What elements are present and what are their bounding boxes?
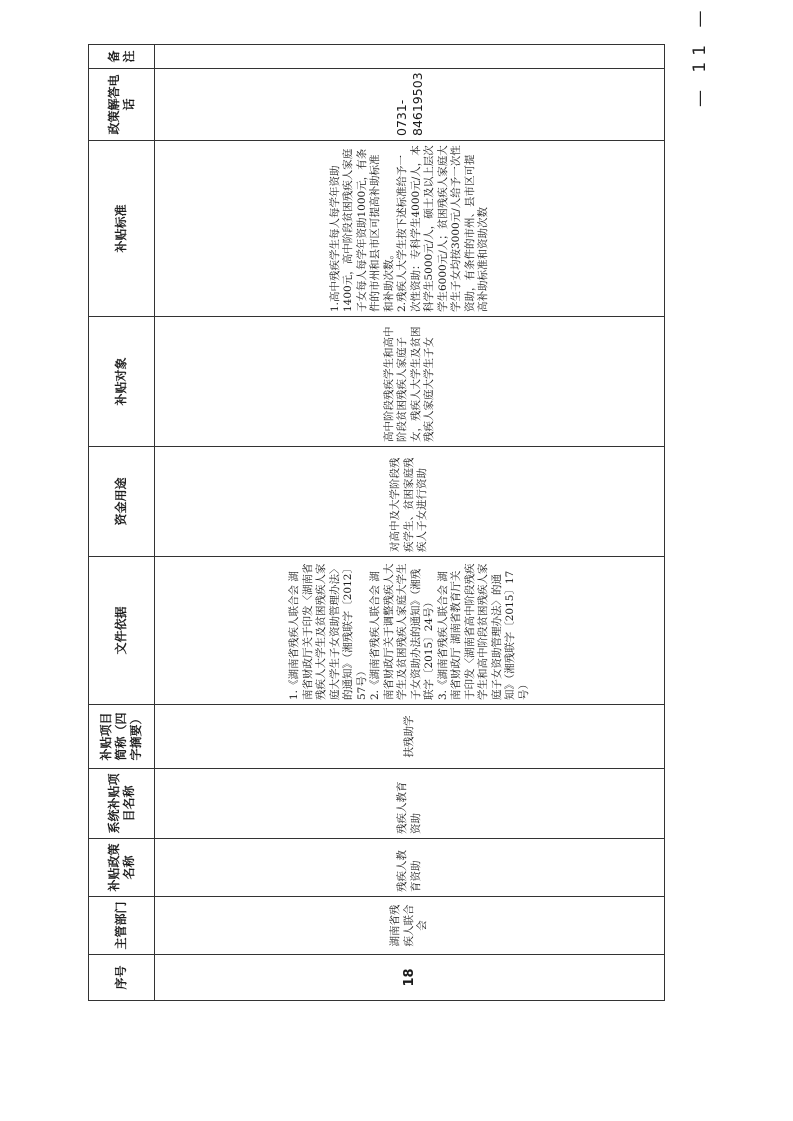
header-standard: 补贴标准 bbox=[89, 141, 155, 317]
cell-seq: 18 bbox=[155, 955, 665, 1001]
header-system: 系统补贴项目名称 bbox=[89, 769, 155, 839]
header-phone: 政策解答电话 bbox=[89, 69, 155, 141]
cell-policy: 残疾人教育资助 bbox=[155, 839, 665, 897]
header-short: 补贴项目简称（四字摘要） bbox=[89, 705, 155, 769]
cell-standard bbox=[155, 141, 665, 317]
subsidy-table bbox=[88, 44, 665, 1001]
standard-item-1: 1.高中残疾学生每人每学年资助1400元，高中阶段贫困残疾人家庭子女每人每学年资助1000元，有条件的市州和县市区可提高补助标准和补助次数。 bbox=[328, 148, 395, 312]
header-basis: 文件依据 bbox=[89, 557, 155, 705]
page-number: — 11 — bbox=[690, 4, 710, 107]
cell-usage: 对高中及大学阶段残疾学生、贫困家庭残疾人子女进行资助 bbox=[155, 447, 665, 557]
table-row bbox=[155, 45, 665, 1001]
header-note: 备注 bbox=[89, 45, 155, 69]
header-policy: 补贴政策名称 bbox=[89, 839, 155, 897]
header-target: 补贴对象 bbox=[89, 317, 155, 447]
cell-system: 残疾人教育资助 bbox=[155, 769, 665, 839]
header-row bbox=[89, 45, 155, 1001]
standard-item-2: 2.残疾人大学生按下述标准给予一次性资助：专科学生4000元/人，本科学生5000元/人，硕士及以上层次学生6000元/人；贫困残疾人家庭大学生子女均按3000元/人给予一次性资助，有条件的市州、县市区可提高补助标准和资助次数 bbox=[396, 145, 489, 312]
header-usage: 资金用途 bbox=[89, 447, 155, 557]
cell-basis: 1.《湖南省残疾人联合会 湖南省财政厅关于印发〈湖南省残疾人大学生及贫困残疾人家庭大学生子女资助管理办法〉的通知》（湘残联字〔2012〕57号） 2.《湖南省残疾人联合会 湖南省财政厅关于调整残疾人大学生及贫困残疾人家庭大学生子女资助办法的通知》（湘残联字〔2015〕24号） 3.《湖南省残疾人联合会 湖南省财政厅 湖南省教育厅关于印发〈湖南省高中阶段残疾学生和高中阶段贫困残疾人家庭子女资助管理办法〉的通知》（湘残联字〔2015〕17号） bbox=[155, 557, 665, 705]
cell-note bbox=[155, 45, 665, 69]
cell-phone: 0731-84619503 bbox=[155, 69, 665, 141]
cell-dept: 湖南省残疾人联合会 bbox=[155, 897, 665, 955]
cell-short: 扶残助学 bbox=[155, 705, 665, 769]
header-seq: 序号 bbox=[89, 955, 155, 1001]
cell-target: 高中阶段残疾学生和高中阶段贫困残疾人家庭子女，残疾人大学生及贫困残疾人家庭大学生子女 bbox=[155, 317, 665, 447]
header-dept: 主管部门 bbox=[89, 897, 155, 955]
